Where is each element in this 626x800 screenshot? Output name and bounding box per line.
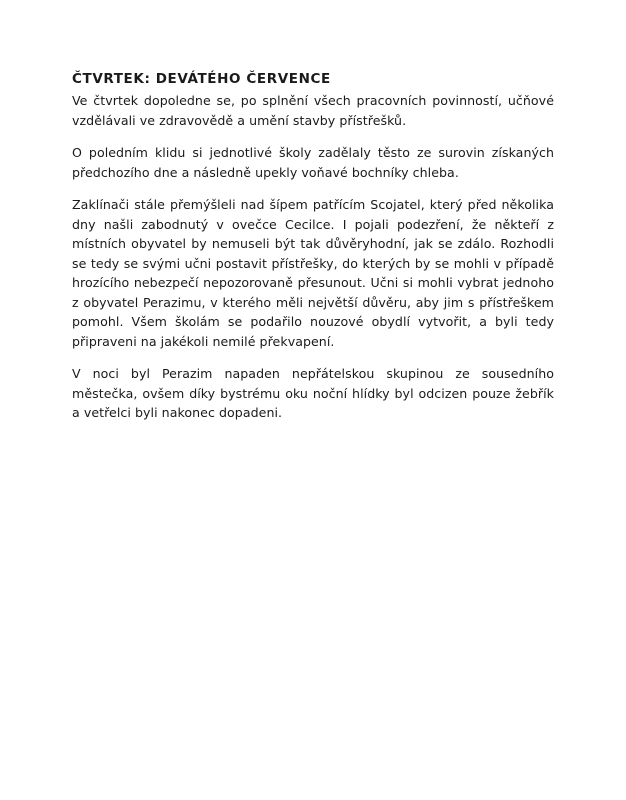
paragraph-4: V noci byl Perazim napaden nepřátelskou skupinou ze sousedního městečka, ovšem díky bystrému oku noční hlídky byl odcizen pouze žebřík a vetřelci byli nakonec dopadeni. [72, 366, 554, 420]
page-title: ČTVRTEK: DEVÁTÉHO ČERVENCE [72, 71, 331, 87]
paragraph-3: Zaklínači stále přemýšleli nad šípem patřícím Scojatel, který před několika dny našli zabodnutý v ovečce Cecilce. I pojali podezření, že někteří z místních obyvatel by nemuseli být tak důvěryhodní, jak se zdálo. Rozhodli se tedy se svými učni postavit přístřešky, do kterých by se mohli v případě hrozícího nebezpečí nepozorovaně přesunout. Učni si mohli vybrat jednoho z obyvatel Perazimu, v kterého měli největší důvěru, aby jim s přístřeškem pomohl. Všem školám se podařilo nouzové obydlí vytvořit, a byli tedy připraveni na jakékoli nemilé překvapení. [72, 197, 554, 349]
document-page [72, 70, 554, 436]
paragraph-2: O poledním klidu si jednotlivé školy zadělaly těsto ze surovin získaných předchozího dne a následně upekly voňavé bochníky chleba. [72, 145, 554, 180]
paragraph-1: Ve čtvrtek dopoledne se, po splnění všech pracovních povinností, učňové vzdělávali ve zdravovědě a umění stavby přístřešků. [72, 93, 554, 128]
